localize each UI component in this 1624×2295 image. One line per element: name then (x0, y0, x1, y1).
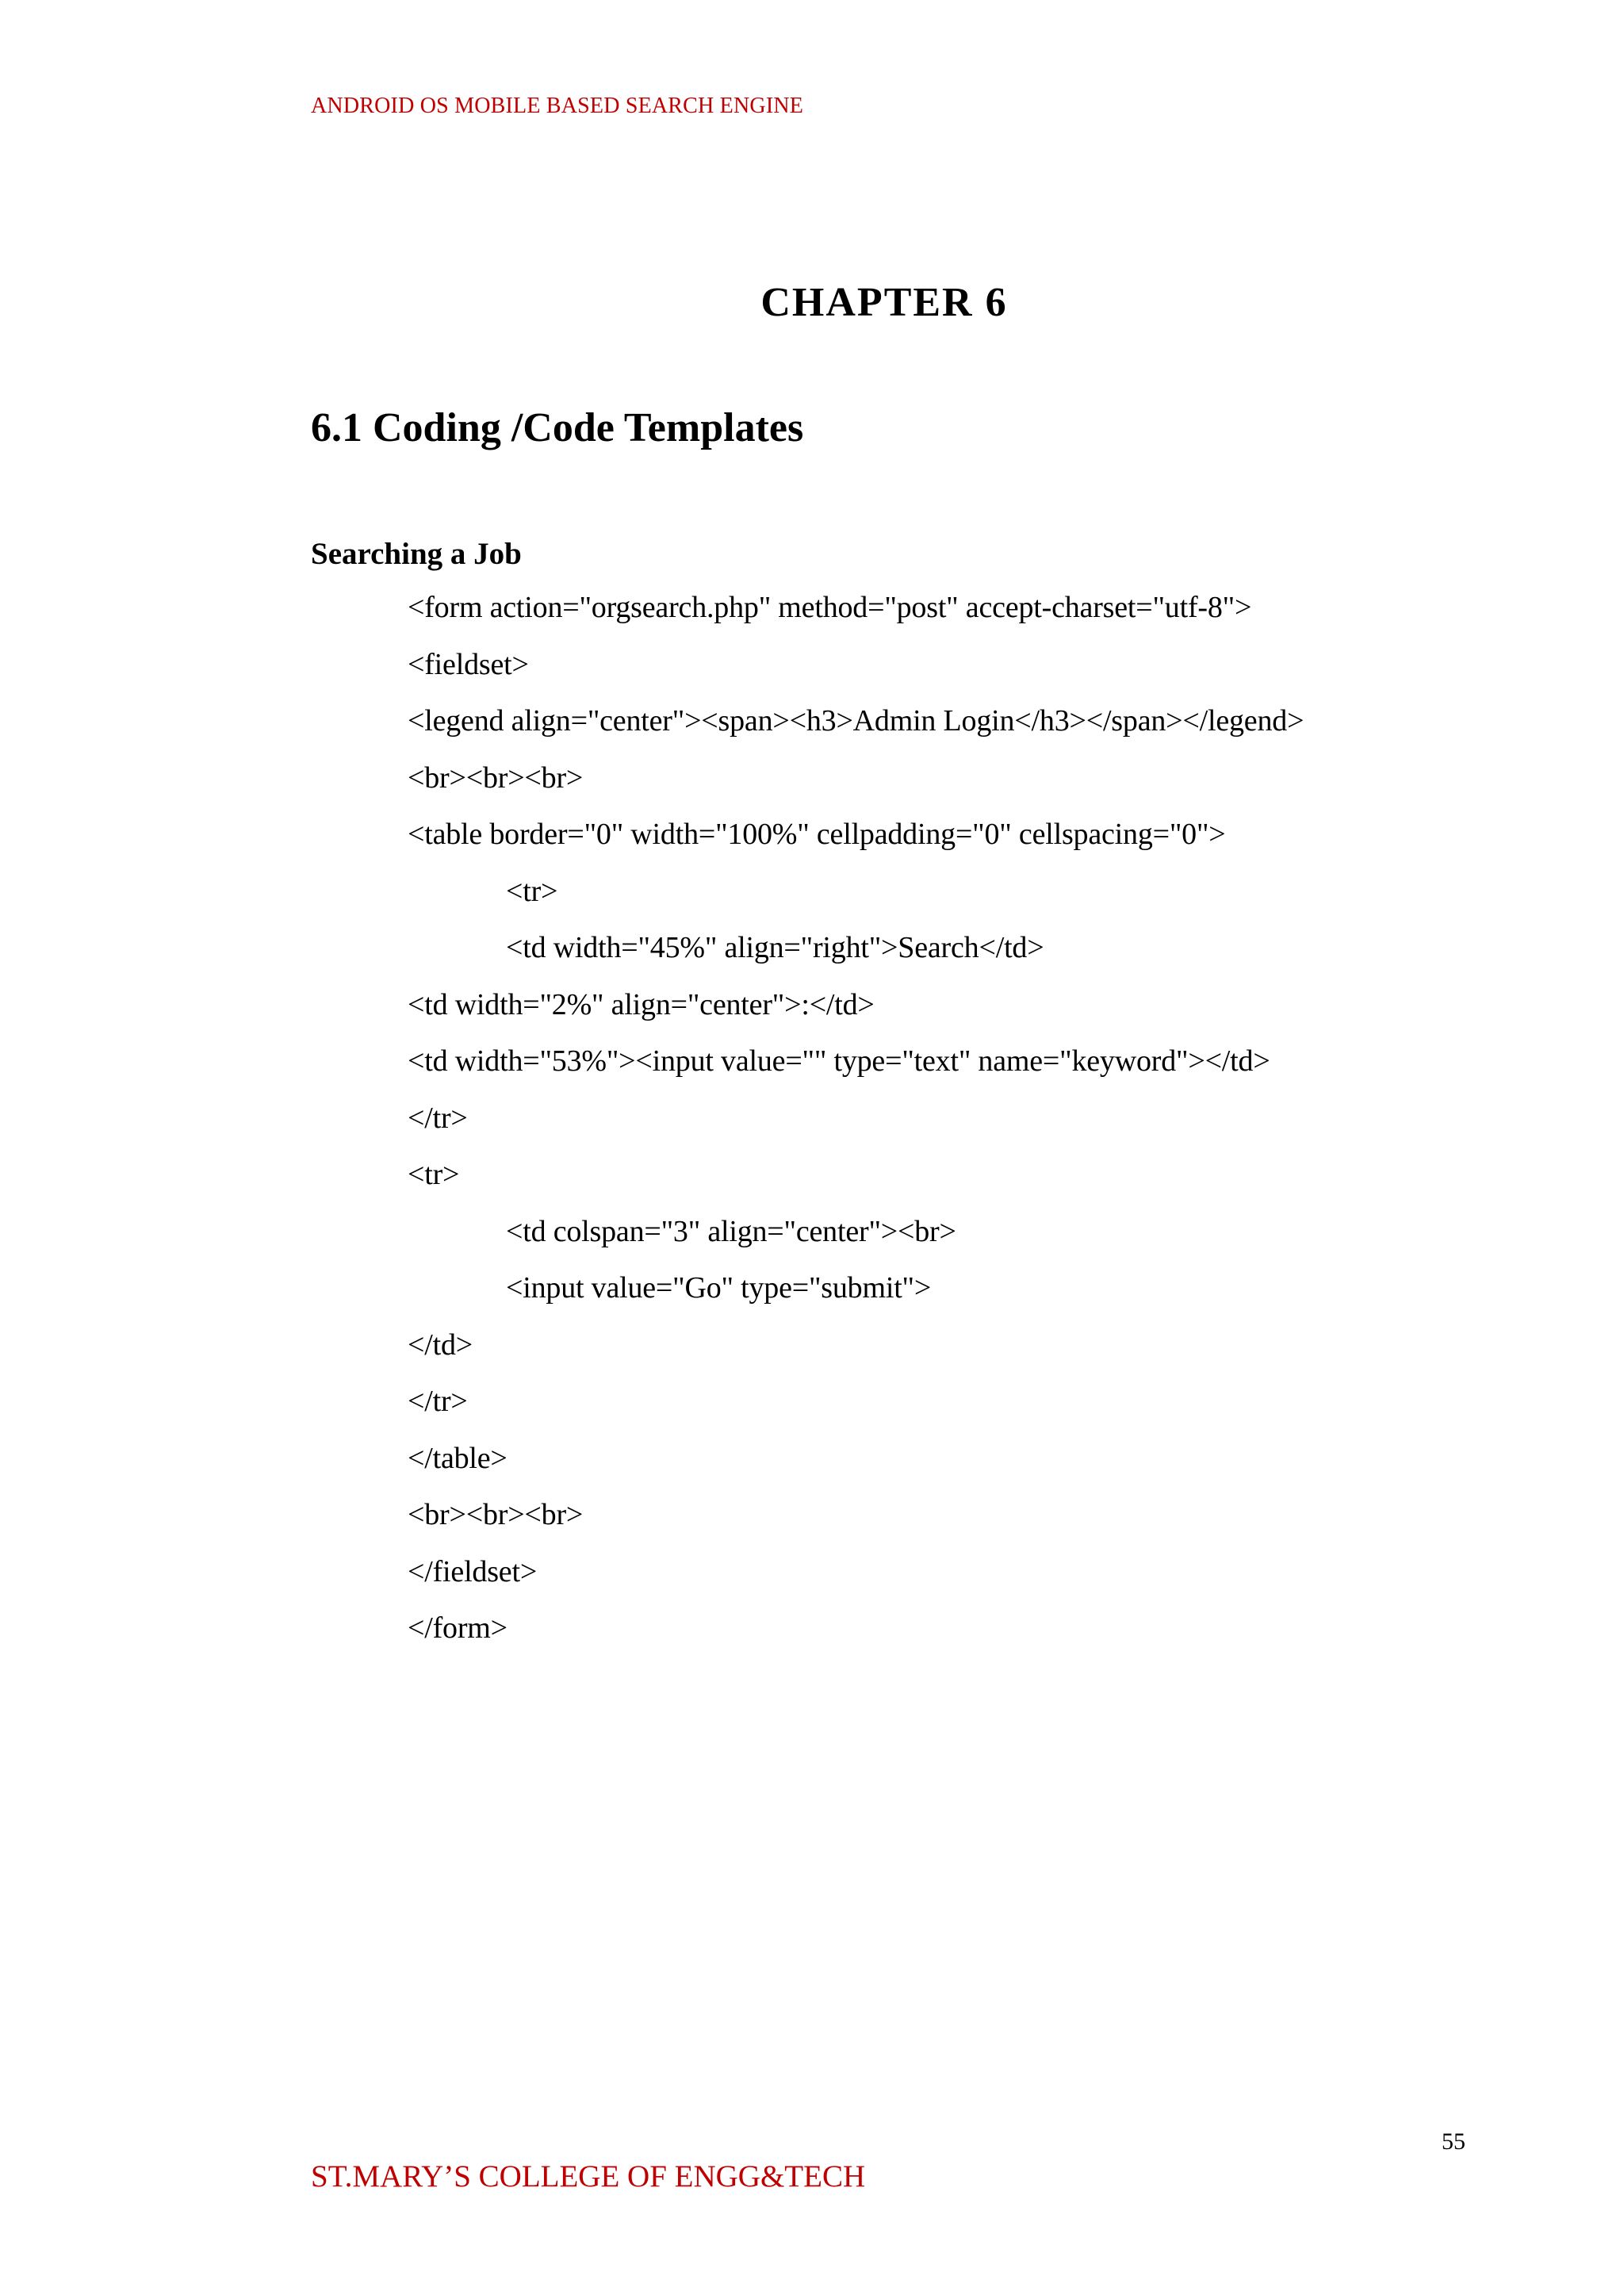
code-line: </td> (408, 1328, 473, 1362)
code-line: <table border="0" width="100%" cellpadding="0" cellspacing="0"> (408, 818, 1226, 851)
code-line: <legend align="center"><span><h3>Admin Login</h3></span></legend> (408, 704, 1304, 738)
code-line: <tr> (408, 1158, 460, 1191)
code-line: <br><br><br> (408, 761, 584, 795)
code-line: <td width="45%" align="right">Search</td> (506, 931, 1044, 964)
code-line: <td width="53%"><input value="" type="text" name="keyword"></td> (408, 1044, 1270, 1078)
code-line: </fieldset> (408, 1554, 538, 1588)
code-line: </table> (408, 1441, 508, 1475)
code-line: </form> (408, 1611, 508, 1645)
code-line: </tr> (408, 1101, 468, 1135)
code-line: <form action="orgsearch.php" method="post" accept-charset="utf-8"> (408, 591, 1252, 624)
code-line: <td colspan="3" align="center"><br> (506, 1214, 956, 1248)
code-line: <fieldset> (408, 647, 529, 681)
code-line: <br><br><br> (408, 1498, 584, 1531)
code-line: <td width="2%" align="center">:</td> (408, 987, 875, 1021)
page-number: 55 (1442, 2128, 1465, 2155)
running-footer: ST.MARY’S COLLEGE OF ENGG&TECH (311, 2159, 866, 2193)
code-line: </tr> (408, 1385, 468, 1418)
section-title: 6.1 Coding /Code Templates (311, 405, 804, 450)
subsection-title: Searching a Job (311, 537, 522, 571)
code-line: <input value="Go" type="submit"> (506, 1271, 932, 1305)
code-line: <tr> (506, 874, 558, 908)
chapter-title: CHAPTER 6 (760, 280, 1008, 325)
running-header: ANDROID OS MOBILE BASED SEARCH ENGINE (311, 94, 804, 118)
